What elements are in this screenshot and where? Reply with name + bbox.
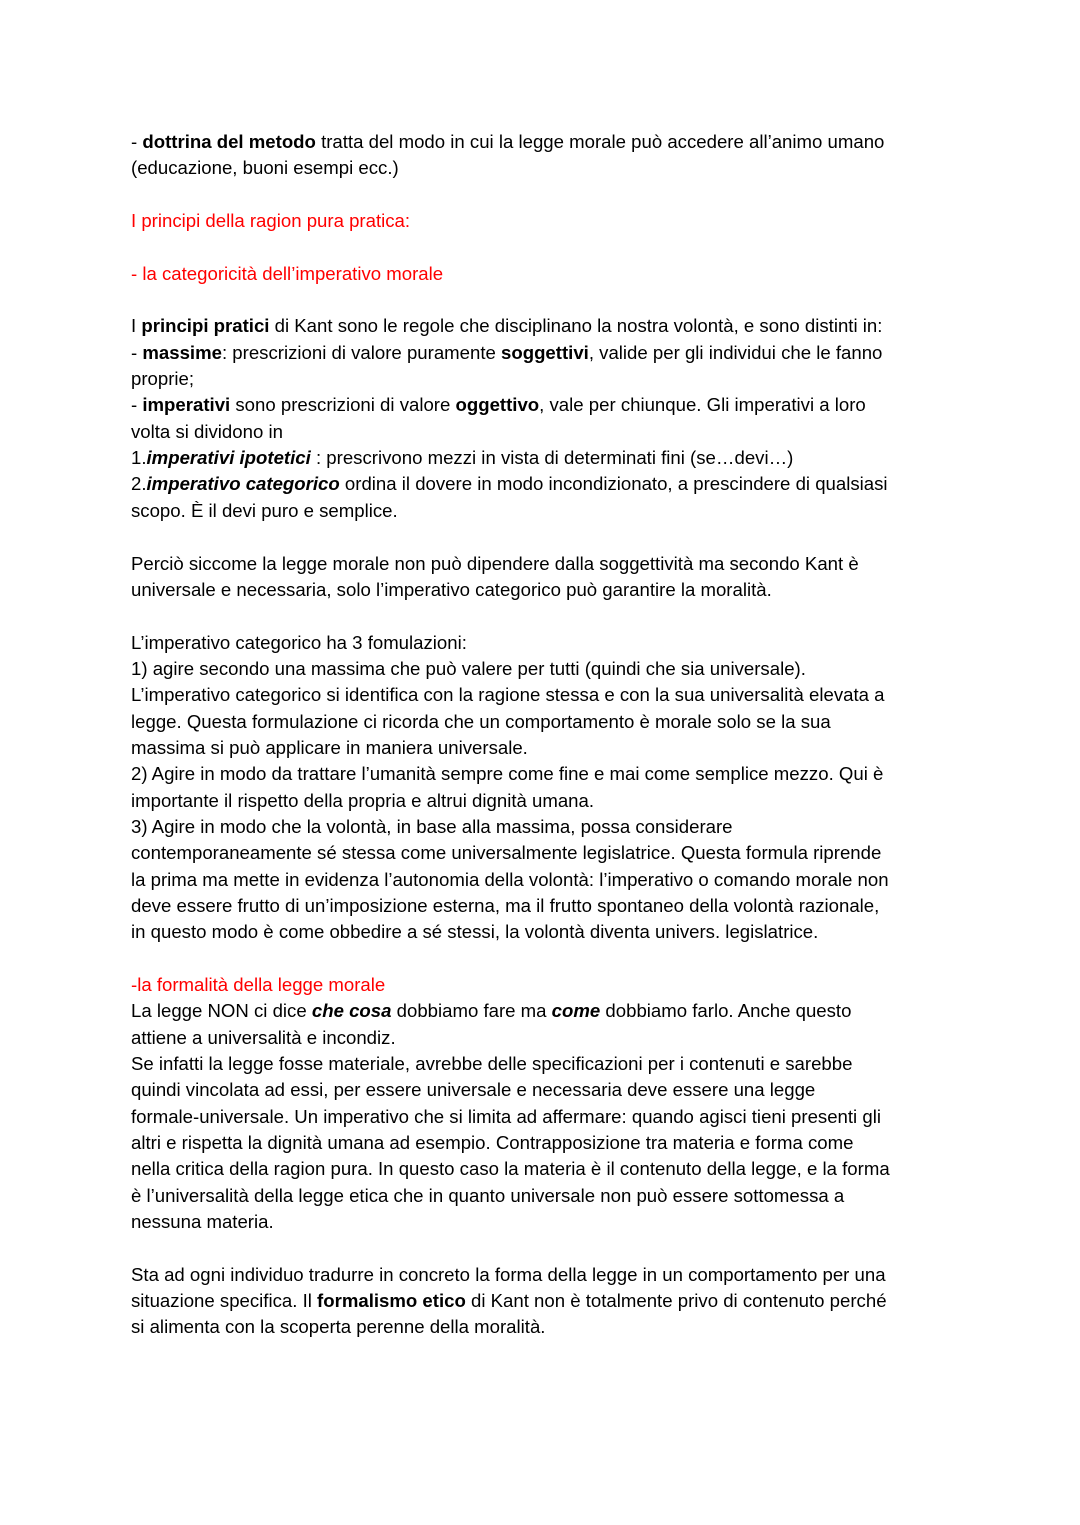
paragraph-line: altri e rispetta la dignità umana ad esempio. Contrapposizione tra materia e forma come — [131, 1132, 854, 1154]
paragraph-line: volta si dividono in — [131, 420, 283, 442]
paragraph-line: la prima ma mette in evidenza l’autonomia della volontà: l’imperativo o comando morale non — [131, 868, 889, 890]
text: - — [131, 341, 143, 363]
paragraph-line: legge. Questa formulazione ci ricorda che un comportamento è morale solo se la sua — [131, 710, 831, 732]
paragraph-line: proprie; — [131, 368, 195, 390]
text: 2. — [131, 473, 147, 495]
formulation-1: 1) agire secondo una massima che può valere per tutti (quindi che sia universale). — [131, 657, 806, 679]
text: - — [131, 131, 143, 152]
paragraph-line: quindi vincolata ad essi, per essere universale e necessaria deve essere una legge — [131, 1079, 816, 1101]
paragraph-line: in questo modo è come obbedire a sé stessi, la volontà diventa univers. legislatrice. — [131, 921, 819, 943]
paragraph-line: universale e necessaria, solo l’imperativo categorico può garantire la moralità. — [131, 578, 772, 600]
blank-line — [131, 524, 961, 550]
blank-line — [131, 234, 961, 260]
paragraph-line: massima si può applicare in maniera universale. — [131, 736, 528, 758]
text: , vale per chiunque. Gli imperativi a loro — [539, 394, 866, 416]
text: La legge NON ci dice — [131, 1000, 312, 1022]
list-item-imperatives — [131, 392, 961, 418]
bold-term: principi pratici — [141, 315, 270, 337]
paragraph-line: scopo. È il devi puro e semplice. — [131, 499, 398, 521]
paragraph-line: (educazione, buoni esempi ecc.) — [131, 157, 399, 179]
blank-line — [131, 946, 961, 972]
blank-line — [131, 287, 961, 313]
paragraph-line: importante il rispetto della propria e altrui dignità umana. — [131, 789, 595, 811]
text: : prescrizioni di valore puramente — [221, 341, 502, 363]
bold-term: massime — [142, 341, 222, 363]
paragraph-doctrine-of-method-line — [131, 129, 961, 155]
paragraph-line: attiene a universalità e incondiz. — [131, 1026, 396, 1048]
paragraph-line: L’imperativo categorico ha 3 fomulazioni: — [131, 631, 467, 653]
text: I — [131, 315, 142, 337]
bold-term: oggettivo — [455, 394, 540, 416]
section-heading-principles: I principi della ragion pura pratica: — [131, 210, 411, 232]
text: di Kant sono le regole che disciplinano la nostra volontà, e sono distinti in: — [269, 315, 883, 337]
blank-line — [131, 182, 961, 208]
paragraph-line: Sta ad ogni individuo tradurre in concreto la forma della legge in un comportamento per una — [131, 1263, 886, 1285]
text: ordina il dovere in modo incondizionato, a prescindere di qualsiasi — [339, 473, 888, 495]
formulation-3: 3) Agire in modo che la volontà, in base alla massima, possa considerare — [131, 815, 733, 837]
text: situazione specifica. Il — [131, 1290, 318, 1312]
paragraph-line: è l’universalità della legge etica che in quanto universale non può essere sottomessa a — [131, 1184, 845, 1206]
text: dobbiamo fare ma — [391, 1000, 552, 1022]
paragraph-line: si alimenta con la scoperta perenne della moralità. — [131, 1316, 546, 1338]
list-item-categorical — [131, 471, 961, 497]
paragraph-line: nessuna materia. — [131, 1211, 274, 1233]
paragraph-line: L’imperativo categorico si identifica con la ragione stessa e con la sua universalità elevata a — [131, 684, 885, 706]
paragraph-line: nella critica della ragion pura. In questo caso la materia è il contenuto della legge, e la forma — [131, 1158, 890, 1180]
text: di Kant non è totalmente privo di contenuto perché — [465, 1290, 887, 1312]
bold-term: soggettivi — [501, 341, 589, 363]
bold-italic-term: imperativo categorico — [146, 473, 340, 495]
bold-italic-term: che cosa — [311, 1000, 392, 1022]
bold-italic-term: come — [551, 1000, 601, 1022]
subsection-heading-formality: -la formalità della legge morale — [131, 974, 386, 995]
paragraph-line: Se infatti la legge fosse materiale, avrebbe delle specificazioni per i contenuti e sarebbe — [131, 1053, 853, 1075]
bold-term: imperativi — [142, 394, 231, 416]
paragraph-line — [131, 1288, 961, 1314]
bold-term: dottrina del metodo — [142, 131, 316, 152]
text: tratta del modo in cui la legge morale può accedere all’animo umano — [315, 131, 885, 152]
paragraph-line — [131, 998, 961, 1024]
text: 1. — [131, 447, 147, 469]
subsection-heading-categoricity: - la categoricità dell’imperativo morale — [131, 262, 444, 284]
paragraph-line — [131, 313, 961, 339]
list-item-hypothetical — [131, 445, 961, 471]
text: : prescrivono mezzi in vista di determinati fini (se…devi…) — [310, 447, 794, 469]
bold-term: formalismo etico — [317, 1290, 466, 1312]
text: - — [131, 394, 143, 416]
text: , valide per gli individui che le fanno — [588, 341, 883, 363]
blank-line — [131, 603, 961, 629]
paragraph-line: Perciò siccome la legge morale non può dipendere dalla soggettività ma secondo Kant è — [131, 552, 859, 574]
formulation-2: 2) Agire in modo da trattare l’umanità sempre come fine e mai come semplice mezzo. Qui è — [131, 763, 884, 785]
text: sono prescrizioni di valore — [230, 394, 456, 416]
paragraph-line: contemporaneamente sé stessa come universalmente legislatrice. Questa formula riprende — [131, 842, 882, 864]
blank-line — [131, 1235, 961, 1261]
paragraph-line: deve essere frutto di un’imposizione esterna, ma il frutto spontaneo della volontà razionale, — [131, 894, 880, 916]
paragraph-line: formale-universale. Un imperativo che si limita ad affermare: quando agisci tieni presenti gli — [131, 1105, 881, 1127]
list-item-maxims — [131, 340, 961, 366]
bold-italic-term: imperativi ipotetici — [146, 447, 311, 469]
text: dobbiamo farlo. Anche questo — [600, 1000, 852, 1022]
document-page — [131, 129, 961, 1341]
